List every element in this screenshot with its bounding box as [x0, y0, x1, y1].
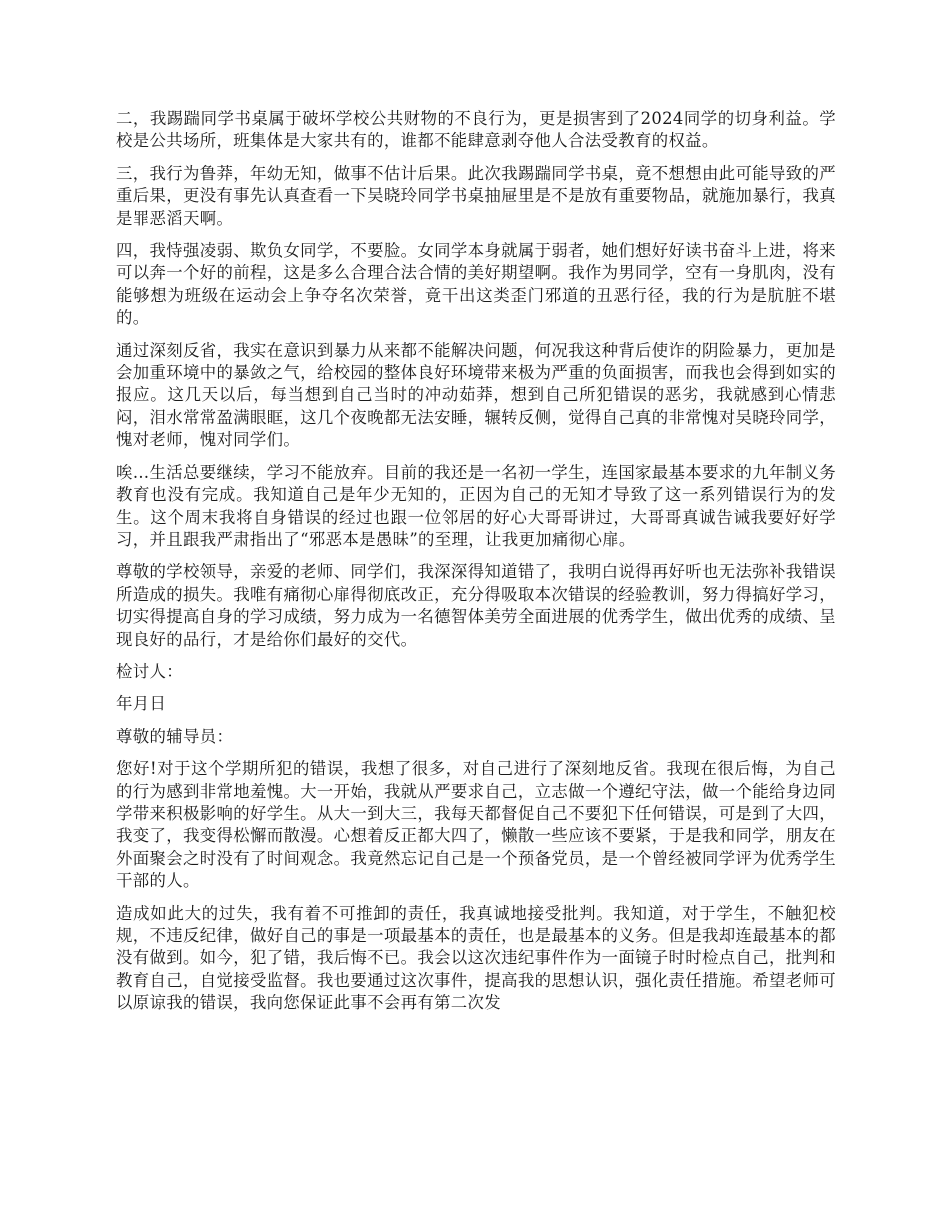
paragraph-apology-closing: 尊敬的学校领导，亲爱的老师、同学们，我深深得知道错了，我明白说得再好听也无法弥补我错误所造成的损失。我唯有痛彻心扉得彻底改正，充分得吸取本次错误的经验教训，努力得搞好学习，切实得提高自身的学习成绩，努力成为一名德智体美劳全面进展的优秀学生，做出优秀的成绩、呈现良好的品行，才是给你们最好的交代。 — [116, 562, 836, 649]
paragraph-reflection: 通过深刻反省，我实在意识到暴力从来都不能解决问题，何况我这种背后使诈的阴险暴力，更加是会加重环境中的暴敛之气，给校园的整体良好环境带来极为严重的负面损害，而我也会得到如实的报应。这几天以后，每当想到自己当时的冲动茹莽，想到自己所犯错误的恶劣，我就感到心情悲闷，泪水常常盈满眼眶，这几个夜晚都无法安睡，辗转反侧，觉得自己真的非常愧对吴晓玲同学，愧对老师，愧对同学们。 — [116, 340, 836, 450]
salutation: 尊敬的辅导员： — [116, 726, 234, 746]
paragraph-point-three: 三，我行为鲁莽，年幼无知，做事不估计后果。此次我踢踹同学书桌，竟不想想由此可能导致的严重后果，更没有事先认真查看一下吴晓玲同学书桌抽屉里是不是放有重要物品，就施加暴行，我真是罪恶滔天啊。 — [116, 163, 836, 228]
document-body — [116, 108, 836, 1025]
paragraph-second-letter-responsibility: 造成如此大的过失，我有着不可推卸的责任，我真诚地接受批判。我知道，对于学生，不触犯校规，不违反纪律，做好自己的事是一项最基本的责任，也是最基本的义务。但是我却连最基本的都没有做到。如今，犯了错，我后悔不已。我会以这次违纪事件作为一面镜子时时检点自己，批判和教育自己，自觉接受监督。我也要通过这次事件，提高我的思想认识，强化责任措施。希望老师可以原谅我的错误，我向您保证此事不会再有第二次发 — [116, 903, 836, 1013]
paragraph-study-resolve: 唉…生活总要继续，学习不能放弃。目前的我还是一名初一学生，连国家最基本要求的九年制义务教育也没有完成。我知道自己是年少无知的，正因为自己的无知才导致了这一系列错误行为的发生。这个周末我将自身错误的经过也跟一位邻居的好心大哥哥讲过，大哥哥真诚告诫我要好好学习，并且跟我严肃指出了“邪恶本是愚昧”的至理，让我更加痛彻心扉。 — [116, 462, 836, 549]
paragraph-second-letter-intro: 您好!对于这个学期所犯的错误，我想了很多，对自己进行了深刻地反省。我现在很后悔，为自己的行为感到非常地羞愧。大一开始，我就从严要求自己，立志做一个遵纪守法，做一个能给身边同学带来积极影响的好学生。从大一到大三，我每天都督促自己不要犯下任何错误，可是到了大四，我变了，我变得松懈而散漫。心想着反正都大四了，懒散一些应该不要紧，于是我和同学，朋友在外面聚会之时没有了时间观念。我竟然忘记自己是一个预备党员，是一个曾经被同学评为优秀学生干部的人。 — [116, 759, 836, 891]
paragraph-point-two: 二，我踢踹同学书桌属于破坏学校公共财物的不良行为，更是损害到了2024同学的切身利益。学校是公共场所，班集体是大家共有的，谁都不能肆意剥夺他人合法受教育的权益。 — [116, 109, 836, 151]
date-label: 年月日 — [116, 694, 167, 714]
paragraph-point-four: 四，我恃强凌弱、欺负女同学，不要脸。女同学本身就属于弱者，她们想好好读书奋斗上进，将来可以奔一个好的前程，这是多么合理合法合情的美好期望啊。我作为男同学，空有一身肌肉，没有能够想为班级在运动会上争夺名次荣誉，竟干出这类歪门邪道的丑恶行径，我的行为是肮脏不堪的。 — [116, 241, 836, 328]
signature-label: 检讨人： — [116, 661, 183, 681]
